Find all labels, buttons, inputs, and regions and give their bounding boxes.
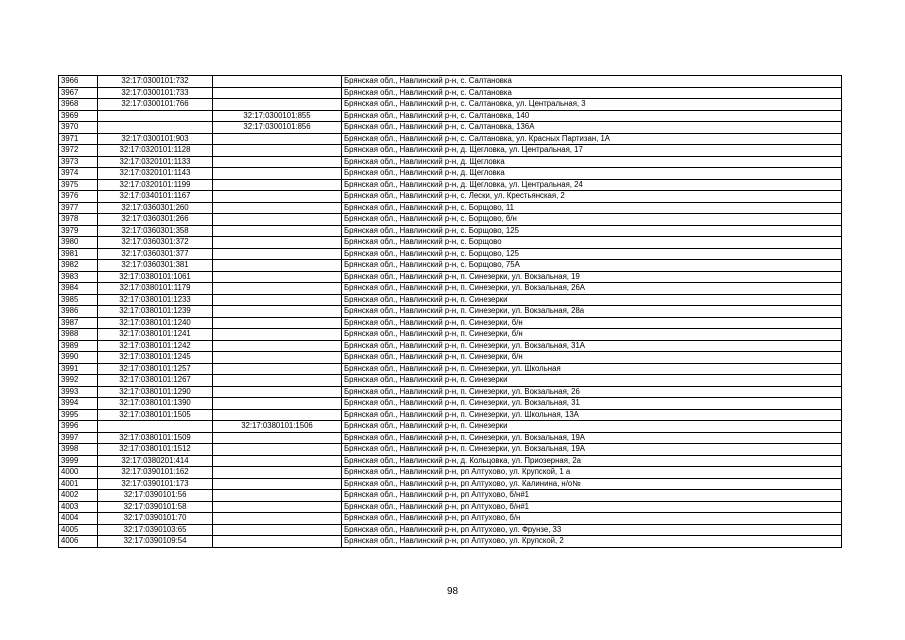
cell-cadastral-number-alt: [213, 513, 342, 525]
cell-address: Брянская обл., Навлинский р-н, п. Синезерки, ул. Вокзальная, 28а: [342, 306, 842, 318]
table-row: [59, 133, 842, 145]
cell-cadastral-number-alt: 32:17:0380101:1506: [213, 421, 342, 433]
cell-address: Брянская обл., Навлинский р-н, п. Синезерки, ул. Вокзальная, 19А: [342, 432, 842, 444]
cell-cadastral-number-alt: [213, 524, 342, 536]
cell-cadastral-number-alt: [213, 248, 342, 260]
cell-cadastral-number-alt: [213, 99, 342, 111]
cell-cadastral-number: 32:17:0380101:1242: [98, 340, 213, 352]
cell-cadastral-number-alt: [213, 133, 342, 145]
cell-row-number: 3972: [59, 145, 98, 157]
cell-address: Брянская обл., Навлинский р-н, п. Синезерки, ул. Вокзальная, 26: [342, 386, 842, 398]
cell-row-number: 3979: [59, 225, 98, 237]
table-row: [59, 260, 842, 272]
table-row: [59, 145, 842, 157]
cell-cadastral-number: 32:17:0360301:381: [98, 260, 213, 272]
cell-row-number: 4003: [59, 501, 98, 513]
table-row: [59, 478, 842, 490]
cell-cadastral-number: [98, 421, 213, 433]
cell-cadastral-number-alt: [213, 76, 342, 88]
table-row: [59, 294, 842, 306]
cell-address: Брянская обл., Навлинский р-н, д. Кольцовка, ул. Приозерная, 2а: [342, 455, 842, 467]
cell-address: Брянская обл., Навлинский р-н, д. Щегловка: [342, 156, 842, 168]
cell-cadastral-number-alt: [213, 294, 342, 306]
table-row: [59, 191, 842, 203]
table-row: [59, 179, 842, 191]
table-row: [59, 455, 842, 467]
cell-address: Брянская обл., Навлинский р-н, с. Салтановка, ул. Красных Партизан, 1А: [342, 133, 842, 145]
table-row: [59, 432, 842, 444]
cell-row-number: 3977: [59, 202, 98, 214]
cell-address: Брянская обл., Навлинский р-н, д. Щегловка, ул. Центральная, 24: [342, 179, 842, 191]
cell-row-number: 3976: [59, 191, 98, 203]
table-row: [59, 524, 842, 536]
cell-cadastral-number: 32:17:0380101:1239: [98, 306, 213, 318]
cell-cadastral-number: 32:17:0360301:358: [98, 225, 213, 237]
cell-address: Брянская обл., Навлинский р-н, рп Алтухово, ул. Фрунзе, 33: [342, 524, 842, 536]
cell-row-number: 3970: [59, 122, 98, 134]
cell-row-number: 3988: [59, 329, 98, 341]
cell-row-number: 3997: [59, 432, 98, 444]
cell-row-number: 3982: [59, 260, 98, 272]
cell-cadastral-number: 32:17:0380101:1257: [98, 363, 213, 375]
cell-row-number: 3995: [59, 409, 98, 421]
cell-row-number: 3971: [59, 133, 98, 145]
cell-cadastral-number-alt: [213, 467, 342, 479]
cell-address: Брянская обл., Навлинский р-н, с. Борщово, 11: [342, 202, 842, 214]
cell-cadastral-number: 32:17:0390101:56: [98, 490, 213, 502]
cell-row-number: 3975: [59, 179, 98, 191]
cell-row-number: 4006: [59, 536, 98, 548]
cell-cadastral-number-alt: [213, 87, 342, 99]
cell-address: Брянская обл., Навлинский р-н, п. Синезерки: [342, 421, 842, 433]
cell-row-number: 3983: [59, 271, 98, 283]
cell-cadastral-number: 32:17:0360301:372: [98, 237, 213, 249]
cell-cadastral-number-alt: [213, 386, 342, 398]
cell-cadastral-number-alt: [213, 363, 342, 375]
cell-cadastral-number-alt: [213, 202, 342, 214]
cell-cadastral-number-alt: [213, 501, 342, 513]
cell-row-number: 3966: [59, 76, 98, 88]
cell-cadastral-number: 32:17:0390101:70: [98, 513, 213, 525]
cell-row-number: 3990: [59, 352, 98, 364]
table-row: [59, 110, 842, 122]
cell-row-number: 3969: [59, 110, 98, 122]
cell-cadastral-number: 32:17:0380101:1179: [98, 283, 213, 295]
cell-cadastral-number-alt: [213, 156, 342, 168]
cell-address: Брянская обл., Навлинский р-н, п. Синезерки: [342, 294, 842, 306]
cell-cadastral-number-alt: [213, 168, 342, 180]
cell-address: Брянская обл., Навлинский р-н, п. Синезерки, б/н: [342, 317, 842, 329]
cell-row-number: 3986: [59, 306, 98, 318]
cell-cadastral-number: 32:17:0390101:58: [98, 501, 213, 513]
cell-cadastral-number: 32:17:0390109:54: [98, 536, 213, 548]
cell-cadastral-number-alt: [213, 283, 342, 295]
cell-row-number: 3968: [59, 99, 98, 111]
cell-address: Брянская обл., Навлинский р-н, с. Борщово: [342, 237, 842, 249]
table-row: [59, 352, 842, 364]
cell-cadastral-number-alt: [213, 145, 342, 157]
cell-address: Брянская обл., Навлинский р-н, с. Борщово, б/н: [342, 214, 842, 226]
cell-cadastral-number-alt: [213, 237, 342, 249]
cell-cadastral-number-alt: [213, 444, 342, 456]
table-row: [59, 168, 842, 180]
cell-cadastral-number: 32:17:0380201:414: [98, 455, 213, 467]
cell-cadastral-number: 32:17:0300101:733: [98, 87, 213, 99]
cell-row-number: 3974: [59, 168, 98, 180]
table-row: [59, 513, 842, 525]
cell-address: Брянская обл., Навлинский р-н, п. Синезерки, ул. Вокзальная, 26А: [342, 283, 842, 295]
cell-address: Брянская обл., Навлинский р-н, п. Синезерки, б/н: [342, 329, 842, 341]
cell-cadastral-number: 32:17:0360301:266: [98, 214, 213, 226]
table-row: [59, 536, 842, 548]
cell-address: Брянская обл., Навлинский р-н, с. Салтановка, 140: [342, 110, 842, 122]
table-row: [59, 398, 842, 410]
cell-row-number: 3984: [59, 283, 98, 295]
cell-address: Брянская обл., Навлинский р-н, с. Салтановка, ул. Центральная, 3: [342, 99, 842, 111]
cell-address: Брянская обл., Навлинский р-н, с. Борщово, 125: [342, 248, 842, 260]
cell-row-number: 3991: [59, 363, 98, 375]
cell-cadastral-number: 32:17:0380101:1505: [98, 409, 213, 421]
cell-address: Брянская обл., Навлинский р-н, п. Синезерки: [342, 375, 842, 387]
table-row: [59, 444, 842, 456]
cell-cadastral-number: 32:17:0300101:732: [98, 76, 213, 88]
cell-cadastral-number-alt: [213, 340, 342, 352]
cell-cadastral-number: 32:17:0390101:173: [98, 478, 213, 490]
cell-address: Брянская обл., Навлинский р-н, с. Борщово, 75А: [342, 260, 842, 272]
cell-cadastral-number: 32:17:0380101:1240: [98, 317, 213, 329]
cell-cadastral-number: 32:17:0300101:766: [98, 99, 213, 111]
cell-cadastral-number: 32:17:0390101:162: [98, 467, 213, 479]
cell-cadastral-number-alt: [213, 329, 342, 341]
cell-cadastral-number-alt: [213, 536, 342, 548]
table-row: [59, 122, 842, 134]
cell-row-number: 4004: [59, 513, 98, 525]
cell-cadastral-number: 32:17:0320101:1199: [98, 179, 213, 191]
cell-address: Брянская обл., Навлинский р-н, д. Щегловка, ул. Центральная, 17: [342, 145, 842, 157]
cell-row-number: 3989: [59, 340, 98, 352]
cell-address: Брянская обл., Навлинский р-н, рп Алтухово, ул. Крупской, 1 а: [342, 467, 842, 479]
table-row: [59, 87, 842, 99]
table-body: [59, 76, 842, 548]
cell-address: Брянская обл., Навлинский р-н, п. Синезерки, ул. Школьная: [342, 363, 842, 375]
cell-cadastral-number-alt: [213, 490, 342, 502]
table-row: [59, 317, 842, 329]
cell-row-number: 3998: [59, 444, 98, 456]
cell-cadastral-number: 32:17:0380101:1233: [98, 294, 213, 306]
cell-cadastral-number-alt: [213, 191, 342, 203]
cell-cadastral-number: 32:17:0300101:903: [98, 133, 213, 145]
cell-cadastral-number: 32:17:0320101:1133: [98, 156, 213, 168]
cell-row-number: 3980: [59, 237, 98, 249]
cell-cadastral-number: [98, 122, 213, 134]
cell-address: Брянская обл., Навлинский р-н, п. Синезерки, ул. Вокзальная, 31: [342, 398, 842, 410]
table-row: [59, 386, 842, 398]
cell-address: Брянская обл., Навлинский р-н, рп Алтухово, ул. Крупской, 2: [342, 536, 842, 548]
cell-row-number: 3993: [59, 386, 98, 398]
table-row: [59, 248, 842, 260]
cell-cadastral-number: 32:17:0380101:1512: [98, 444, 213, 456]
table-row: [59, 156, 842, 168]
cell-address: Брянская обл., Навлинский р-н, п. Синезерки, ул. Вокзальная, 19А: [342, 444, 842, 456]
cell-address: Брянская обл., Навлинский р-н, рп Алтухово, б/н: [342, 513, 842, 525]
cell-row-number: 4001: [59, 478, 98, 490]
table-row: [59, 225, 842, 237]
cell-cadastral-number: 32:17:0380101:1061: [98, 271, 213, 283]
cell-address: Брянская обл., Навлинский р-н, п. Синезерки, б/н: [342, 352, 842, 364]
table-row: [59, 271, 842, 283]
cell-cadastral-number: 32:17:0340101:1167: [98, 191, 213, 203]
cell-address: Брянская обл., Навлинский р-н, рп Алтухово, б/н#1: [342, 501, 842, 513]
cell-cadastral-number-alt: [213, 352, 342, 364]
cell-cadastral-number: 32:17:0360301:260: [98, 202, 213, 214]
table-row: [59, 340, 842, 352]
cell-row-number: 3967: [59, 87, 98, 99]
cell-row-number: 3996: [59, 421, 98, 433]
cell-address: Брянская обл., Навлинский р-н, с. Салтановка: [342, 87, 842, 99]
cell-cadastral-number: 32:17:0320101:1143: [98, 168, 213, 180]
table-row: [59, 375, 842, 387]
cell-row-number: 3978: [59, 214, 98, 226]
cell-address: Брянская обл., Навлинский р-н, п. Синезерки, ул. Вокзальная, 31А: [342, 340, 842, 352]
cell-address: Брянская обл., Навлинский р-н, с. Салтановка, 136А: [342, 122, 842, 134]
cell-cadastral-number: 32:17:0390103:65: [98, 524, 213, 536]
cell-row-number: 3992: [59, 375, 98, 387]
cell-cadastral-number-alt: [213, 179, 342, 191]
cell-address: Брянская обл., Навлинский р-н, с. Салтановка: [342, 76, 842, 88]
cell-row-number: 4002: [59, 490, 98, 502]
cell-cadastral-number-alt: [213, 409, 342, 421]
table-row: [59, 214, 842, 226]
cell-address: Брянская обл., Навлинский р-н, с. Борщово, 125: [342, 225, 842, 237]
cell-cadastral-number: 32:17:0380101:1509: [98, 432, 213, 444]
cell-address: Брянская обл., Навлинский р-н, д. Щегловка: [342, 168, 842, 180]
table-row: [59, 306, 842, 318]
cell-row-number: 3973: [59, 156, 98, 168]
cell-row-number: 3987: [59, 317, 98, 329]
table-row: [59, 490, 842, 502]
cell-cadastral-number-alt: [213, 317, 342, 329]
cell-row-number: 4000: [59, 467, 98, 479]
property-register-table: [58, 75, 842, 548]
cell-cadastral-number-alt: [213, 455, 342, 467]
cell-address: Брянская обл., Навлинский р-н, рп Алтухово, ул. Калинина, н/о№: [342, 478, 842, 490]
cell-address: Брянская обл., Навлинский р-н, п. Синезерки, ул. Вокзальная, 19: [342, 271, 842, 283]
table-row: [59, 363, 842, 375]
cell-cadastral-number: 32:17:0360301:377: [98, 248, 213, 260]
page-number: 98: [446, 586, 459, 597]
cell-cadastral-number-alt: 32:17:0300101:856: [213, 122, 342, 134]
cell-cadastral-number-alt: [213, 214, 342, 226]
table-row: [59, 202, 842, 214]
table-row: [59, 99, 842, 111]
cell-cadastral-number-alt: 32:17:0300101:855: [213, 110, 342, 122]
cell-cadastral-number-alt: [213, 260, 342, 272]
table-row: [59, 409, 842, 421]
cell-cadastral-number: 32:17:0380101:1290: [98, 386, 213, 398]
cell-address: Брянская обл., Навлинский р-н, с. Лески, ул. Крестьянская, 2: [342, 191, 842, 203]
cell-cadastral-number: 32:17:0320101:1128: [98, 145, 213, 157]
cell-cadastral-number: 32:17:0380101:1390: [98, 398, 213, 410]
cell-cadastral-number-alt: [213, 432, 342, 444]
cell-cadastral-number: 32:17:0380101:1267: [98, 375, 213, 387]
cell-cadastral-number-alt: [213, 478, 342, 490]
table-row: [59, 467, 842, 479]
table-row: [59, 329, 842, 341]
cell-row-number: 3985: [59, 294, 98, 306]
cell-address: Брянская обл., Навлинский р-н, п. Синезерки, ул. Школьная, 13А: [342, 409, 842, 421]
cell-cadastral-number-alt: [213, 306, 342, 318]
cell-cadastral-number: 32:17:0380101:1241: [98, 329, 213, 341]
table-row: [59, 501, 842, 513]
cell-row-number: 4005: [59, 524, 98, 536]
cell-cadastral-number: [98, 110, 213, 122]
table-row: [59, 421, 842, 433]
cell-row-number: 3999: [59, 455, 98, 467]
cell-cadastral-number-alt: [213, 375, 342, 387]
cell-cadastral-number-alt: [213, 398, 342, 410]
cell-cadastral-number-alt: [213, 271, 342, 283]
cell-cadastral-number: 32:17:0380101:1245: [98, 352, 213, 364]
cell-address: Брянская обл., Навлинский р-н, рп Алтухово, б/н#1: [342, 490, 842, 502]
table-row: [59, 283, 842, 295]
cell-cadastral-number-alt: [213, 225, 342, 237]
cell-row-number: 3994: [59, 398, 98, 410]
table-row: [59, 237, 842, 249]
cell-row-number: 3981: [59, 248, 98, 260]
table-row: [59, 76, 842, 88]
